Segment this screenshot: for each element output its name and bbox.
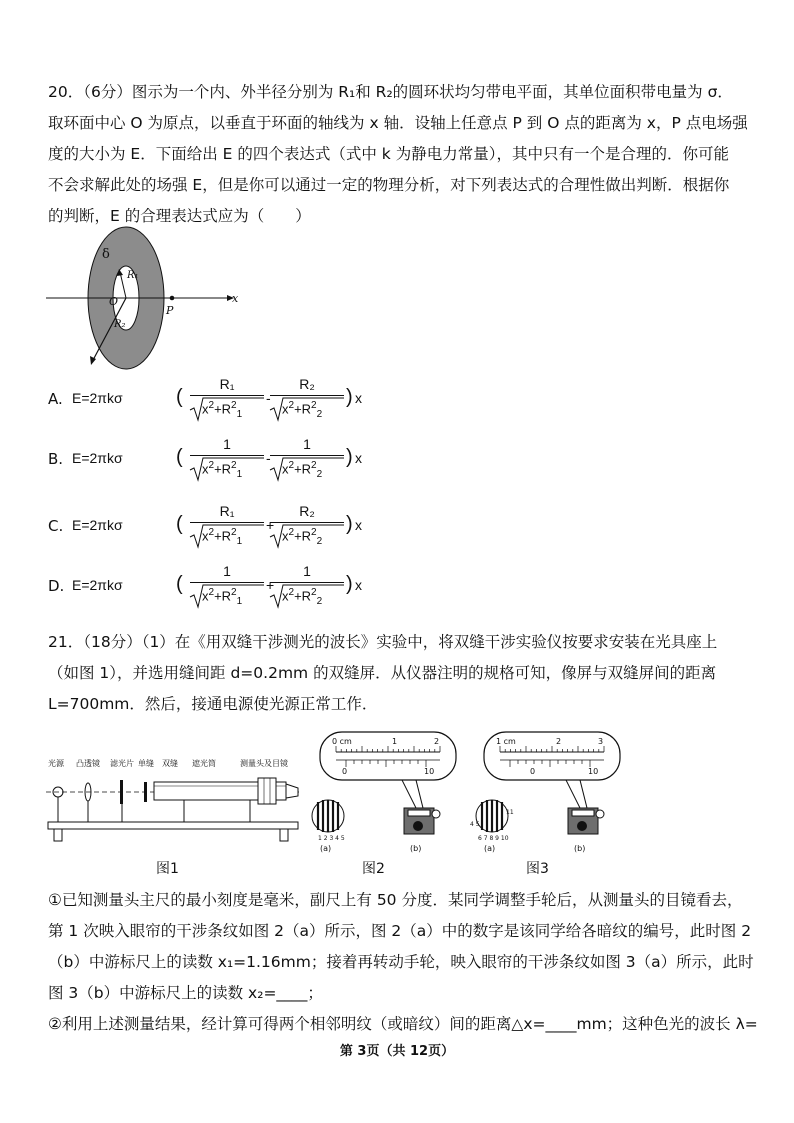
close-paren: ) [346, 386, 353, 408]
open-paren: ( [176, 386, 183, 408]
figure-1-optical-bench [44, 752, 306, 848]
fig3-sub-b: (b) [574, 844, 586, 853]
figure-2 [306, 730, 470, 854]
p-label: P [166, 304, 174, 317]
page-footer: 第 3页（共 12页） [339, 1044, 455, 1059]
option-prefix: E=2πkσ [72, 450, 123, 466]
open-paren: ( [176, 513, 183, 535]
fig2-scale-2: 2 [434, 737, 440, 746]
q20-line-2: 取环面中心 O 为原点，以垂直于环面的轴线为 x 轴．设轴上任意点 P 到 O 点的距离为 x，P 点电场强 [48, 114, 748, 132]
q21-para-5: ②利用上述测量结果，经计算可得两个相邻明纹（或暗纹）间的距离△x=____mm；这种色光的波长 λ= [48, 1015, 758, 1033]
fig3-scale-3: 3 [598, 737, 604, 746]
figure-3 [470, 730, 634, 854]
option-operator: - [266, 450, 271, 466]
fraction-2 [268, 376, 346, 426]
fig3-fringe-nums-left: 4 5 [470, 821, 480, 828]
q20-line-4: 不会求解此处的场强 E，但是你可以通过一定的物理分析，对下列表达式的合理性做出判断．根据你 [48, 176, 730, 194]
option-operator: - [266, 390, 271, 406]
numerator-1: R₁ [219, 376, 235, 392]
sqrt-content-1: $x^2+R^2_1$ [202, 400, 243, 420]
caption-fig2: 图2 [362, 861, 385, 877]
fig2-sub-a: (a) [320, 844, 332, 853]
sqrt-2 [268, 583, 346, 609]
q21-para-4: 图 3（b）中游标尺上的读数 x₂=____； [48, 984, 323, 1002]
fig1-label-filter: 滤光片 [110, 759, 134, 768]
close-paren: ) [346, 513, 353, 535]
sqrt-content-1: $x^2+R^2_1$ [202, 587, 243, 607]
q20-line-3: 度的大小为 E．下面给出 E 的四个表达式（式中 k 为静电力常量），其中只有一个是合理的．你可能 [48, 145, 729, 163]
o-label: O [109, 295, 119, 308]
fig3-fringe-num-right: 11 [506, 809, 514, 816]
sigma-label: δ [102, 247, 110, 262]
numerator-2: 1 [303, 563, 311, 579]
fig2-scale-0: 0 cm [332, 737, 352, 746]
fig1-label-double: 双缝 [162, 759, 178, 768]
option-label: B. [48, 450, 64, 468]
x-label: x [232, 292, 239, 305]
fig2-fringe-nums: 1 2 3 4 5 [318, 835, 345, 842]
single-slit [144, 782, 147, 802]
option-suffix: x [355, 450, 362, 466]
sqrt-1 [188, 523, 266, 549]
q21-line-3: L=700mm．然后，接通电源使光源正常工作． [48, 695, 378, 713]
q21-line-1: 21．（18分）（1）在《用双缝干涉测光的波长》实验中，将双缝干涉实验仪按要求安装在光具座上 [48, 633, 718, 651]
numerator-2: R₂ [299, 376, 315, 392]
fig3-vernier-10: 10 [588, 767, 599, 776]
measuring-head [258, 778, 276, 804]
numerator-1: 1 [223, 436, 231, 452]
fig1-label-lens: 凸透镜 [76, 759, 100, 768]
fraction-2 [268, 503, 346, 553]
close-paren: ) [346, 446, 353, 468]
sqrt-1 [188, 396, 266, 422]
fraction-2 [268, 436, 346, 486]
q21-para-1: ①已知测量头主尺的最小刻度是毫米，副尺上有 50 分度．某同学调整手轮后，从测量头的目镜看去， [48, 891, 743, 909]
fig3-fringe-nums-bottom: 6 7 8 9 10 [478, 835, 509, 842]
fig1-label-single: 单缝 [138, 759, 154, 768]
sqrt-content-2: $x^2+R^2_2$ [282, 527, 323, 547]
fig2-vernier-0: 0 [342, 767, 348, 776]
sqrt-content-1: $x^2+R^2_1$ [202, 527, 243, 547]
fig3-scale-2: 2 [556, 737, 562, 746]
close-paren: ) [346, 573, 353, 595]
option-prefix: E=2πkσ [72, 390, 123, 406]
sqrt-1 [188, 456, 266, 482]
fraction-2 [268, 563, 346, 613]
option-operator: + [266, 517, 275, 533]
q21-line-2: （如图 1），并选用缝间距 d=0.2mm 的双缝屏．从仪器注明的规格可知，像屏与双缝屏间的距离 [48, 664, 717, 682]
r1-label: R₁ [127, 270, 139, 281]
fig1-label-head: 测量头及目镜 [240, 759, 288, 768]
q20-line-5: 的判断，E 的合理表达式应为（ ） [48, 207, 311, 225]
caption-fig3: 图3 [526, 861, 549, 877]
numerator-2: R₂ [299, 503, 315, 519]
numerator-1: R₁ [219, 503, 235, 519]
open-paren: ( [176, 446, 183, 468]
fig2-sub-b: (b) [410, 844, 422, 853]
sqrt-content-1: $x^2+R^2_1$ [202, 460, 243, 480]
fraction-1 [188, 436, 266, 486]
open-paren: ( [176, 573, 183, 595]
q20-line-1: 20．（6分）图示为一个内、外半径分别为 R₁和 R₂的圆环状均匀带电平面，其单位面积带电量为 σ． [48, 83, 733, 101]
answer-option-c[interactable] [48, 505, 408, 555]
fig1-label-light: 光源 [48, 759, 64, 768]
fig2-scale-1: 1 [392, 737, 398, 746]
sqrt-1 [188, 583, 266, 609]
fig3-scale-1: 1 cm [496, 737, 516, 746]
option-label: C. [48, 517, 64, 535]
fig1-label-tube: 遮光筒 [192, 759, 216, 768]
numerator-1: 1 [223, 563, 231, 579]
ring-figure [44, 226, 254, 378]
fig2-vernier-10: 10 [424, 767, 435, 776]
r2-label: R₂ [114, 319, 126, 330]
sqrt-content-2: $x^2+R^2_2$ [282, 400, 323, 420]
option-suffix: x [355, 517, 362, 533]
caption-fig1: 图1 [156, 861, 179, 877]
fraction-1 [188, 563, 266, 613]
answer-option-d[interactable] [48, 565, 408, 615]
option-operator: + [266, 577, 275, 593]
point-p [170, 296, 175, 301]
option-prefix: E=2πkσ [72, 517, 123, 533]
bench [48, 822, 298, 829]
fraction-1 [188, 376, 266, 426]
option-suffix: x [355, 577, 362, 593]
q21-para-2: 第 1 次映入眼帘的干涉条纹如图 2（a）所示，图 2（a）中的数字是该同学给各暗纹的编号，此时图 2 [48, 922, 752, 940]
option-label: D. [48, 577, 65, 595]
sqrt-2 [268, 523, 346, 549]
option-label: A. [48, 390, 63, 408]
fig3-vernier-0: 0 [530, 767, 536, 776]
fig3-sub-a: (a) [484, 844, 496, 853]
sqrt-2 [268, 396, 346, 422]
sqrt-content-2: $x^2+R^2_2$ [282, 460, 323, 480]
numerator-2: 1 [303, 436, 311, 452]
option-suffix: x [355, 390, 362, 406]
sqrt-content-2: $x^2+R^2_2$ [282, 587, 323, 607]
fraction-1 [188, 503, 266, 553]
option-prefix: E=2πkσ [72, 577, 123, 593]
q21-para-3: （b）中游标尺上的读数 x₁=1.16mm；接着再转动手轮，映入眼帘的干涉条纹如图 3（a）所示，此时 [48, 953, 754, 971]
filter [120, 780, 123, 804]
sqrt-2 [268, 456, 346, 482]
answer-option-a[interactable] [48, 378, 408, 428]
answer-option-b[interactable] [48, 438, 408, 488]
